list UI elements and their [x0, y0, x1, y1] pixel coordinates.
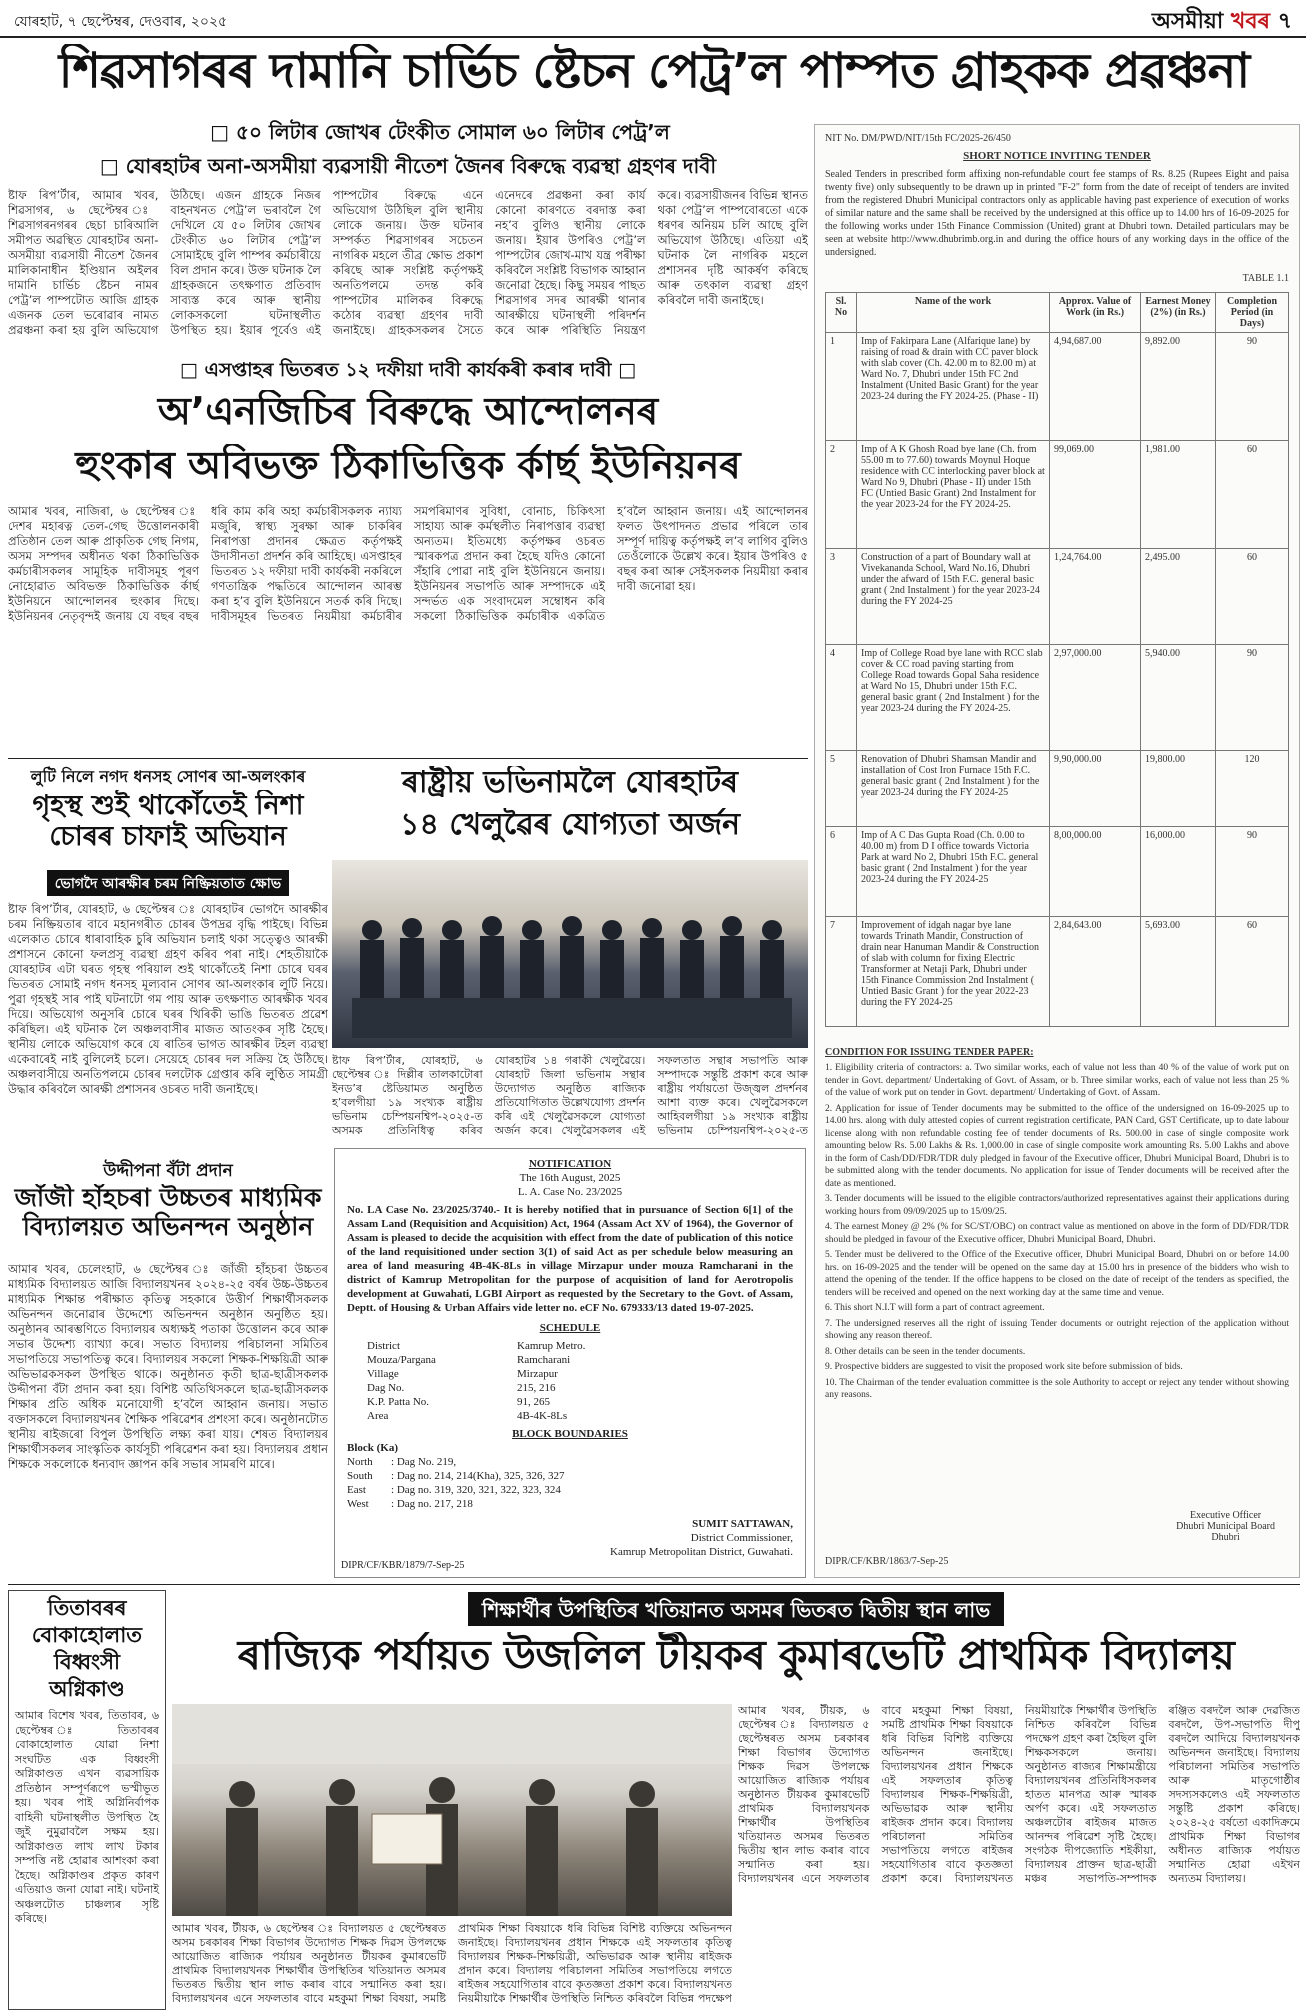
table-row	[826, 441, 1289, 549]
schedule-row	[367, 1381, 793, 1395]
condition-item: 4. The earnest Money @ 2% (% for SC/ST/OBC) on contract value as mentioned on above in the form of DD/FDR/TDR should be pledged in favour of the Executive officer, Dhubri Municipal Board, Dhubri.	[825, 1222, 1289, 1245]
block-label: Block (Ka)	[347, 1442, 399, 1454]
notice-dipr: DIPR/CF/KBR/1879/7-Sep-25	[341, 1560, 465, 1571]
tender-ref: NIT No. DM/PWD/NIT/15th FC/2025-26/450	[825, 133, 1011, 144]
cell-value: 2,84,643.00	[1050, 917, 1141, 1027]
story3-body: ষ্টাফ ৰিপ’ৰ্টাৰ, যোৰহাট, ৬ ছেপ্টেম্বৰ ঃ যোৰহাটৰ ভোগদৈ আৰক্ষীৰ চৰম নিষ্ক্ৰিয়তাৰ বাবে মহানগৰীত চোৰৰ উপদ্ৰৱ বৃদ্ধি পাইছে। বিভিন্ন এলেকাত চোৰে ধাৰাবাহিক চুৰি অভিযান চলাই থকা সত্ত্বেও আৰক্ষী প্ৰশাসনে কোনো ফলপ্ৰসূ ব্যৱস্থা গ্ৰহণ কৰিব পৰা নাই। শেহতীয়াকৈ যোৰহাটৰ এটা ঘৰত গৃহস্থ পৰিয়াল শুই থাকোঁতেই নিশা চোৰে ঘৰৰ ভিতৰত সোমাই নগদ ধনসহ মূল্যবান সোণৰ আ-অলংকাৰ লুটি নিয়ে। পুৱা গৃহস্থই সাৰ পাই ঘটনাটো গম পায় আৰু তৎক্ষণাত আৰক্ষীক খবৰ দিয়ে। অভিযোগ অনুসৰি চোৰে ঘৰৰ খিৰিকী ভাঙি ভিতৰত প্ৰৱেশ কৰিছিল। এই ঘটনাক লৈ অঞ্চলবাসীৰ মাজত আতংকৰ সৃষ্টি হৈছে। স্থানীয় লোকে অভিযোগ কৰে যে ৰাতিৰ ভাগত আৰক্ষীৰ টহল ব্যৱস্থা একেবাৰেই নাই বুলিলেই চলে। সেয়েহে চোৰৰ দল সক্ৰিয় হৈ উঠিছে। অঞ্চলবাসীয়ে অনতিপলমে চোৰৰ দলটোক গ্ৰেপ্তাৰ কৰি লুণ্ঠিত সামগ্ৰী উদ্ধাৰ কৰিবলৈ আৰক্ষী প্ৰশাসনৰ ওচৰত দাবী জনাইছে।	[8, 902, 328, 1096]
col-em: Earnest Money (2%) (in Rs.)	[1141, 293, 1216, 333]
story2-headline-line2: হুংকাৰ অবিভক্ত ঠিকাভিত্তিক ৰ্কাৰ্ছ ইউনিয়নৰ	[75, 444, 741, 487]
schedule-key: K.P. Patta No.	[367, 1396, 430, 1408]
tender-intro: Sealed Tenders in prescribed form affixing non-refundable court fee stamps of Rs. 8.25 (Rupees Eight and paisa twenty five) only subsequently to be drawn up in printed "F-2" form from the date of receipt of tenders are invited from the registered Dhubri Municipal contractors only as applicable having past experience of execution of works of similar nature and the same shall be received by the undersigned at this office up to 14.00 hrs of 16-09-2025 for the following works under 15th Finance Commission (United) grant at Dhubri town. Detailed particulars may be seen at website http://www.dhubrimb.org.in and during the office hours of any working days in the office of the undersigned.	[825, 169, 1289, 258]
story6-box	[8, 1590, 166, 2010]
story3-headline: গৃহস্থ শুই থাকোঁতেই নিশা চোৰৰ চাফাই অভিযান	[32, 790, 304, 853]
boundary-key: West	[347, 1498, 369, 1510]
cell-em: 5,693.00	[1141, 917, 1216, 1027]
boundary-row: North : Dag No. 219,	[347, 1456, 457, 1468]
story3-tag	[8, 870, 328, 896]
schedule-key: Village	[367, 1368, 399, 1380]
brand-logo	[1152, 4, 1292, 38]
page-masthead	[0, 0, 1306, 38]
brand-name-a: অসমীয়া	[1151, 9, 1224, 34]
story7-body-text-b: আমাৰ খবৰ, টীয়ক, ৬ ছেপ্টেম্বৰ ঃ বিদ্যালয়ত ৫ ছেপ্টেম্বৰত অসম চৰকাৰৰ শিক্ষা বিভাগৰ উদ্যোগত শিক্ষক দিৱস উপলক্ষে আয়োজিত ৰাজ্যিক পৰ্যায়ৰ অনুষ্ঠানত টীয়কৰ কুমাৰভেটি প্ৰাথমিক বিদ্যালয়খনক শিক্ষাৰ্থীৰ উপস্থিতিৰ খতিয়ানত অসমৰ ভিতৰত দ্বিতীয় স্থান লাভ কৰাৰ বাবে সন্মানিত কৰা হয়। বিদ্যালয়খনৰ এনে সফলতাৰ বাবে মহকুমা শিক্ষা বিষয়া, সমষ্টি প্ৰাথমিক শিক্ষা বিষয়াকে ধৰি বিভিন্ন বিশিষ্ট ব্যক্তিয়ে অভিনন্দন জনাইছে। বিদ্যালয়খনৰ প্ৰধান শিক্ষকে এই সফলতাৰ কৃতিত্ব বিদ্যালয়ৰ শিক্ষক-শিক্ষয়িত্ৰী, অভিভাৱক আৰু স্থানীয় ৰাইজক প্ৰদান কৰে। বিদ্যালয় পৰিচালনা সমিতিৰ সভাপতিয়ে লগতে ৰাইজৰ সহযোগিতাৰ বাবে কৃতজ্ঞতা প্ৰকাশ কৰে। বিদ্যালয়খনত নিয়মীয়াকৈ শিক্ষাৰ্থীৰ উপস্থিতি নিশ্চিত কৰিবলৈ বিভিন্ন পদক্ষেপ গ্ৰহণ কৰা হৈছিল বুলি শিক্ষকসকলে জনায়। অনুষ্ঠানত ৰাজ্যৰ শিক্ষামন্ত্ৰীয়ে বিদ্যালয়খনৰ প্ৰতিনিধিসকলৰ হাতত মানপত্ৰ আৰু স্মাৰক অৰ্পণ কৰে। এই সফলতাত অঞ্চলটোৰ ৰাইজৰ মাজত আনন্দৰ পৰিৱেশ সৃষ্টি হৈছে। সংগঠক দীপজ্যোতি শইকীয়া, বিদ্যালয়ৰ প্ৰাক্তন ছাত্ৰ-ছাত্ৰী মঞ্চৰ সভাপতি-সম্পাদক ৰঞ্জিত বৰদলৈ আৰু দেৱজিত বৰদলৈ, উপ-সভাপতি দীপু বৰদলৈ আদিয়ে বিদ্যালয়খনক অভিনন্দন জনাইছে। বিদ্যালয় পৰিচালনা সমিতিৰ সভাপতি আৰু মাতৃগোষ্ঠীৰ সদস্যসকলেও এই সফলতাত সন্তুষ্টি প্ৰকাশ কৰিছে। ২০২৪-২৫ বৰ্ষতো একাদিক্ৰমে প্ৰাথমিক শিক্ষা বিভাগৰ অধীনত ৰাজ্যিক পৰ্যায়ত সন্মানিত হোৱা এইখন অন্যতম বিদ্যালয়।	[738, 1704, 1300, 1885]
cell-value: 2,97,000.00	[1050, 645, 1141, 751]
signatory-name: SUMIT SATTAWAN,	[692, 1518, 793, 1530]
condition-item: 8. Other details can be seen in the tender documents.	[825, 1346, 1026, 1357]
cell-name: Renovation of Dhubri Shamsan Mandir and installation of Cost Iron Furnace 15th F.C. general basic grant ( 2nd Instalment ) for the year 2023-24 during the FY 2024-25	[857, 751, 1050, 827]
cell-em: 19,800.00	[1141, 751, 1216, 827]
cell-value: 1,24,764.00	[1050, 549, 1141, 645]
schedule-value: Kamrup Metro.	[517, 1340, 586, 1352]
tender-table	[825, 292, 1289, 1027]
schedule-key: Dag No.	[367, 1382, 405, 1394]
cell-sl: 6	[826, 827, 857, 917]
cell-em: 16,000.00	[1141, 827, 1216, 917]
condition-item: 7. The undersigned reserves all the right of issuing Tender documents or outright rejection of the application without showing any reason thereof.	[825, 1318, 1289, 1341]
schedule-value: 215, 216	[517, 1382, 556, 1394]
boundary-value: Dag no. 217, 218	[396, 1498, 473, 1510]
cell-days: 60	[1216, 917, 1289, 1027]
tender-header-row	[826, 293, 1289, 333]
story4-headline: জাঁজী হাঁহচৰা উচ্চতৰ মাধ্যমিক বিদ্যালয়ত অভিনন্দন অনুষ্ঠান	[14, 1184, 322, 1241]
table-row	[826, 751, 1289, 827]
boundary-row: South : Dag no. 214, 214(Kha), 325, 326, 327	[347, 1470, 565, 1482]
cell-name: Imp of A C Das Gupta Road (Ch. 0.00 to 40.00 m) from D I office towards Victoria Park at ward No 2, Dhubri 15th F.C. general basic grant ( 2nd Instalment ) for the year 2023-24 during the FY 2024-25	[857, 827, 1050, 917]
story6-body: আমাৰ বিশেষ খবৰ, তিতাবৰ, ৬ ছেপ্টেম্বৰ ঃ তিতাবৰৰ বোকাহোলাত যোৱা নিশা সংঘটিত এক বিধ্বংসী অগ্নিকাণ্ডত এখন ব্যৱসায়িক প্ৰতিষ্ঠান সম্পূৰ্ণৰূপে ভস্মীভূত হয়। খবৰ পাই অগ্নিনিৰ্বাপক বাহিনী ঘটনাস্থলীত উপস্থিত হৈ জুই নুমুৱাবলৈ সক্ষম হয়। অগ্নিকাণ্ডত লাখ লাখ টকাৰ সম্পত্তি নষ্ট হোৱাৰ আশংকা কৰা হৈছে। অগ্নিকাণ্ডৰ প্ৰকৃত কাৰণ এতিয়াও জনা যোৱা নাই। ঘটনাই অঞ্চলটোত চাঞ্চল্যৰ সৃষ্টি কৰিছে।	[15, 1709, 159, 1925]
cell-days: 90	[1216, 333, 1289, 441]
boundary-key: South	[347, 1470, 373, 1482]
tender-signatory-3: Dhubri	[1211, 1532, 1240, 1543]
cell-value: 8,00,000.00	[1050, 827, 1141, 917]
condition-item: 10. The Chairman of the tender evaluation committee is the sole Authority to accept or reject any tender without showing any reasons.	[825, 1377, 1289, 1400]
story7-kicker-bar	[172, 1592, 1300, 1626]
schedule-table	[367, 1339, 793, 1423]
schedule-row	[367, 1353, 793, 1367]
tender-signature	[1176, 1510, 1275, 1543]
schedule-row	[367, 1409, 793, 1423]
cell-name: Construction of a part of Boundary wall at Vivekananda School, Ward No.16, Dhubri under the afward of 15th F.C. general basic grant ( 2nd Instalment ) for the year 2023-24 during the FY 2024-25	[857, 549, 1050, 645]
cell-days: 60	[1216, 549, 1289, 645]
cell-em: 9,892.00	[1141, 333, 1216, 441]
schedule-row	[367, 1367, 793, 1381]
schedule-key: District	[367, 1340, 400, 1352]
story3-kicker: লুটি নিলে নগদ ধনসহ সোণৰ আ-অলংকাৰ	[30, 767, 306, 786]
story5-headline-line2: ১৪ খেলুৱৈৰ যোগ্যতা অৰ্জন	[400, 808, 740, 842]
story4-body: আমাৰ খবৰ, চেলেংহাট, ৬ ছেপ্টেম্বৰ ঃ জাঁজী হাঁহচৰা উচ্চতৰ মাধ্যমিক বিদ্যালয়ত আজি বিদ্যালয়খনৰ ২০২৪-২৫ বৰ্ষৰ উচ্চ-উচ্চতৰ মাধ্যমিক শিক্ষান্ত পৰীক্ষাত কৃতিত্ব সহকাৰে উত্তীৰ্ণ শিক্ষাৰ্থীসকলক অভিনন্দন জনোৱাৰ উদ্দেশ্যে অভিনন্দন অনুষ্ঠান অনুষ্ঠিত হয়। অনুষ্ঠানৰ আৰম্ভণিতে বিদ্যালয়ৰ অধ্যক্ষই পতাকা উত্তোলন কৰে আৰু সভাৰ উদ্দেশ্য ব্যাখ্যা কৰে। সভাত বিদ্যালয় পৰিচালনা সমিতিৰ সভাপতিয়ে সভাপতিত্ব কৰে। বিদ্যালয়ৰ সকলো শিক্ষক-শিক্ষয়িত্ৰী আৰু অভিভাৱকসকল উপস্থিত থাকে। অনুষ্ঠানত কৃতী ছাত্ৰ-ছাত্ৰীসকলক উদ্দীপনা বঁটা প্ৰদান কৰা হয়। বিশিষ্ট অতিথিসকলে ছাত্ৰ-ছাত্ৰীসকলক শিক্ষাৰ প্ৰতি অধিক মনোযোগী হ’বলৈ আহ্বান জনায়। সভাত বক্তাসকলে বিদ্যালয়খনৰ শৈক্ষিক পৰিৱেশৰ প্ৰশংসা কৰে। অনুষ্ঠানটোত স্থানীয় ৰাইজৰো বিপুল উপস্থিতি লক্ষ্য কৰা যায়। শেষত বিদ্যালয়ৰ শিক্ষাৰ্থীসকলৰ সাংস্কৃতিক কাৰ্যসূচী পৰিৱেশন কৰা হয়। বিদ্যালয়ৰ প্ৰধান শিক্ষকে সকলোকে ধন্যবাদ জ্ঞাপন কৰি সভাৰ সামৰণি মাৰে।	[8, 1262, 328, 1471]
checkbox-bullet-icon: □	[618, 359, 637, 381]
story2-headline-line1: অ’এনজিচিৰ বিৰুদ্ধে আন্দোলনৰ	[157, 390, 659, 433]
cell-sl: 5	[826, 751, 857, 827]
story1-body: ষ্টাফ ৰিপ’ৰ্টাৰ, আমাৰ খবৰ, শিৱসাগৰ, ৬ ছেপ্টেম্বৰ ঃ শিৱসাগৰনগৰৰ ছেচা চাৰিআলি সমীপত অৱস্থিত যোৰহাটৰ অনা-অসমীয়া ব্যৱসায়ী নীতেশ জৈনৰ মালিকানাধীন ইণ্ডিয়ান অইলৰ দামানি চাৰ্ভিচ ষ্টেচন নামৰ পেট্ৰ’ল পাম্পটোত আজি গ্ৰাহক এজনক তেল ভৰোৱাৰ নামত প্ৰৱঞ্চনা কৰা হয় বুলি অভিযোগ উঠিছে। এজন গ্ৰাহকে নিজৰ বাহনখনত পেট্ৰ’ল ভৰাবলৈ গৈ দেখিলে যে ৫০ লিটাৰ জোখৰ টেংকীত ৬০ লিটাৰ পেট্ৰ’ল সোমাইছে বুলি পাম্পৰ কৰ্মচাৰীয়ে বিল প্ৰদান কৰে। উক্ত ঘটনাক লৈ গ্ৰাহকজনে তৎক্ষণাত প্ৰতিবাদ সাব্যস্ত কৰে আৰু স্থানীয় লোকসকলো ঘটনাস্থলীত উপস্থিত হয়। ইয়াৰ পূৰ্বেও এই পাম্পটোৰ বিৰুদ্ধে এনে অভিযোগ উঠিছিল বুলি স্থানীয় লোকে জনায়। উক্ত ঘটনাৰ সম্পৰ্কত শিৱসাগৰৰ সচেতন নাগৰিক মহলে তীব্ৰ ক্ষোভ প্ৰকাশ কৰিছে আৰু সংশ্লিষ্ট কৰ্তৃপক্ষই অনতিপলমে তদন্ত কৰি পাম্পটোৰ মালিকৰ বিৰুদ্ধে কঠোৰ ব্যৱস্থা গ্ৰহণৰ দাবী জনাইছে। গ্ৰাহকসকলৰ সৈতে এনেদৰে প্ৰৱঞ্চনা কৰা কাৰ্য কোনো কাৰণতে বৰদাস্ত কৰা নহ’ব বুলিও স্থানীয় লোকে জনায়। ইয়াৰ উপৰিও পেট্ৰ’ল পাম্পটোৰ জোখ-মাখ যন্ত্ৰ পৰীক্ষা কৰিবলৈ সংশ্লিষ্ট বিভাগক আহ্বান জনোৱা হৈছে। কিছু সময়ৰ পাছত শিৱসাগৰ সদৰ আৰক্ষী থানাৰ আৰক্ষীয়ে ঘটনাস্থলী পৰিদৰ্শন কৰে আৰু পৰিস্থিতি নিয়ন্ত্ৰণ কৰে। ব্যৱসায়ীজনৰ বিভিন্ন স্থানত থকা পেট্ৰ’ল পাম্পবোৰতো একে ধৰণৰ অনিয়ম চলি আছে বুলি অভিযোগ উঠিছে। এতিয়া এই ঘটনাক লৈ নাগৰিক মহলে প্ৰশাসনৰ দৃষ্টি আকৰ্ষণ কৰিছে আৰু তৎকাল ব্যৱস্থা গ্ৰহণ কৰিবলৈ দাবী জনাইছে।	[8, 188, 808, 337]
boundary-row: West : Dag no. 217, 218	[347, 1498, 473, 1510]
table-row	[826, 549, 1289, 645]
condition-item: 1. Eligibility criteria of contractors: a. Two similar works, each of value not less than 40 % of the value of work put on tender in Govt. department/ Undertaking of Govt. of Assam, or b. Three similar works, each of value not less than 25 % of the value of work put on tender in Govt. department/ Undertaking of Govt. of Assam.	[825, 1063, 1289, 1098]
notice-signature	[347, 1517, 793, 1559]
issue-date: যোৰহাট, ৭ ছেপ্টেম্বৰ, দেওবাৰ, ২০২৫	[14, 14, 228, 30]
table-row	[826, 827, 1289, 917]
tender-title: SHORT NOTICE INVITING TENDER	[963, 150, 1151, 162]
story1-sub2-text: যোৰহাটৰ অনা-অসমীয়া ব্যৱসায়ী নীতেশ জৈনৰ বিৰুদ্ধে ব্যৱস্থা গ্ৰহণৰ দাবী	[125, 154, 717, 178]
cell-days: 60	[1216, 441, 1289, 549]
cell-name: Imp of College Road bye lane with RCC slab cover & CC road paving starting from College Road towards Gopal Saha residence at Ward No 15, Dhubri under 15th F.C. general basic grant ( 2nd Instalment ) for the year 2023-24 during the FY 2024-25.	[857, 645, 1050, 751]
cell-sl: 4	[826, 645, 857, 751]
schedule-value: 91, 265	[517, 1396, 550, 1408]
schedule-value: Mirzapur	[517, 1368, 558, 1380]
tender-signatory-2: Dhubri Municipal Board	[1176, 1521, 1275, 1532]
story1-sub2	[8, 152, 808, 182]
boundary-key: North	[347, 1456, 373, 1468]
land-acquisition-notice	[334, 1148, 806, 1578]
schedule-value: 4B-4K-8Ls	[517, 1410, 568, 1422]
boundary-value: Dag No. 219,	[396, 1456, 457, 1468]
condition-item: 6. This short N.I.T will form a part of contract agreement.	[825, 1303, 1045, 1313]
team-photo-figures	[332, 860, 808, 1048]
condition-item: 9. Prospective bidders are suggested to visit the proposed work site before submission of bids.	[825, 1362, 1183, 1372]
boundary-row: East : Dag no. 319, 320, 321, 322, 323, 324	[347, 1484, 561, 1496]
signatory-org: Kamrup Metropolitan District, Guwahati.	[610, 1546, 793, 1558]
schedule-row	[367, 1339, 793, 1353]
tender-signatory-1: Executive Officer	[1189, 1510, 1262, 1521]
cell-value: 9,90,000.00	[1050, 751, 1141, 827]
story2-kicker-text: এসপ্তাহৰ ভিতৰত ১২ দফীয়া দাবী কাৰ্যকৰী কৰাৰ দাবী	[204, 359, 612, 381]
checkbox-bullet-icon: □	[179, 359, 198, 381]
notice-title: NOTIFICATION	[528, 1158, 612, 1170]
conditions-list	[825, 1062, 1289, 1402]
table-row	[826, 333, 1289, 441]
story7-body-right	[738, 1704, 1300, 2010]
story1-sub1	[110, 118, 770, 148]
cell-name: Imp of A K Ghosh Road bye lane (Ch. from 55.00 m to 77.60) towards Moynul Hoque residence with CC interlocking paver block at Ward No 9, Dhubri (Phase - II) under 15th FC (Untied Basic Grant) 2nd Instalment for the year 2023-24 for the FY 2024-25.	[857, 441, 1050, 549]
schedule-value: Ramcharani	[517, 1354, 571, 1366]
cell-days: 120	[1216, 751, 1289, 827]
story5-body: ষ্টাফ ৰিপ’ৰ্টাৰ, যোৰহাট, ৬ ছেপ্টেম্বৰ ঃ দিল্লীৰ তালকাটোৰা ইনড’ৰ ষ্টেডিয়ামত অনুষ্ঠিত হ’বলগীয়া ১৯ সংখ্যক ৰাষ্ট্ৰীয় ভভিনাম চেম্পিয়নশ্বিপ-২০২৫-ত অসমক প্ৰতিনিধিত্ব কৰিব যোৰহাটৰ ১৪ গৰাকী খেলুৱৈয়ে। যোৰহাট জিলা ভভিনাম সন্থাৰ উদ্যোগত অনুষ্ঠিত ৰাজ্যিক প্ৰতিযোগিতাত উল্লেখযোগ্য প্ৰদৰ্শন কৰি এই খেলুৱৈসকলে যোগ্যতা অৰ্জন কৰে। খেলুৱৈসকলৰ এই সফলতাত সন্থাৰ সভাপতি আৰু সম্পাদকে সন্তুষ্টি প্ৰকাশ কৰে আৰু ৰাষ্ট্ৰীয় পৰ্যায়তো উজ্জ্বল প্ৰদৰ্শনৰ আশা ব্যক্ত কৰে। খেলুৱৈসকলে আহিবলগীয়া ১৯ সংখ্যক ৰাষ্ট্ৰীয় ভভিনাম চেম্পিয়নশ্বিপ-২০২৫-ত	[332, 1054, 808, 1137]
col-value: Approx. Value of Work (in Rs.)	[1050, 293, 1141, 333]
boundary-value: Dag no. 214, 214(Kha), 325, 326, 327	[396, 1470, 565, 1482]
notice-body: No. LA Case No. 23/2025/3740.- It is hereby notified that in pursuance of Section 6[1] of the Assam Land (Requisition and Acquisition) Act, 1964 (Assam Act XV of 1964), the Governor of Assam is pleased to decide the acquisition with effect from the date of publication of this notice of the land requisitioned under section 3(1) of said Act as per schedule below measuring an area of land measuring 4B-4K-8Ls in village Mirzapur under mouza Ramcharani in the district of Kamrup Metropolitan for the purpose of acquisition of land for Aerotropolis development at Guwahati, LGBI Airport as requested by the Secretary to the Govt. of Assam, Deptt. of Housing & Urban Affairs vide letter no. eCF No. 679333/13 dated 19-07-2025.	[347, 1204, 793, 1314]
story7-body-left	[172, 1922, 732, 2010]
table-row	[826, 645, 1289, 751]
cell-em: 2,495.00	[1141, 549, 1216, 645]
story6-headline: তিতাবৰৰ বোকাহোলাত বিধ্বংসী অগ্নিকাণ্ড	[31, 1596, 143, 1701]
divider	[8, 758, 808, 760]
col-days: Completion Period (in Days)	[1216, 293, 1289, 333]
divider	[8, 1584, 1300, 1586]
condition-item: 2. Application for issue of Tender documents may be submitted to the office of the undersigned on 16-09-2025 up to 14.00 hrs. along with duly attested copies of current registration certificate, PAN Card, GST Certificate, up to date labour license along with non refundable costing fee of tender documents of Rs. 500.00 in case of single composite work amounting below Rs. 5.00 Lakhs & Rs. 1,000.00 in case of single composite work amounting Rs. 5.00 Lakhs and above in the form of Cash/DD/FDR/TDR duly pledged in favour of the Executive officer, Dhubri Municipal Board, Dhubri is to be submitted along with the tender documents. No application for issue of Tender documents will be received after the date as mentioned.	[825, 1103, 1289, 1189]
col-name: Name of the work	[857, 293, 1050, 333]
condition-item: 3. Tender documents will be issued to the eligible contractors/authorized representatives against their applications during working hours from 09/09/2025 up to 15/09/25.	[825, 1194, 1289, 1217]
team-photo	[332, 860, 808, 1048]
story2-body: আমাৰ খবৰ, নাজিৰা, ৬ ছেপ্টেম্বৰ ঃ দেশৰ মহাৰত্ন তেল-গেছ উত্তোলনকাৰী প্ৰতিষ্ঠান তেল আৰু প্ৰাকৃতিক গেছ নিগম, অসম সম্পদৰ অধীনত থকা ঠিকাভিত্তিক কৰ্মচাৰীসকলৰ সামূহিক দাবীসমূহ পূৰণ নোহোৱাত অবিভক্ত ঠিকাভিত্তিক ৰ্কাৰ্ছ ইউনিয়নে আন্দোলনৰ হুংকাৰ দিছে। ইউনিয়নৰ নেতৃবৃন্দই জনায় যে বছৰ বছৰ ধৰি কাম কৰি অহা কৰ্মচাৰীসকলক ন্যায্য মজুৰি, স্বাস্থ্য সুৰক্ষা আৰু চাকৰিৰ নিৰাপত্তা প্ৰদানৰ ক্ষেত্ৰত কৰ্তৃপক্ষই উদাসীনতা প্ৰদৰ্শন কৰি আহিছে। এসপ্তাহৰ ভিতৰত ১২ দফীয়া দাবী কাৰ্যকৰী নকৰিলে গণতান্ত্ৰিক পদ্ধতিৰে আন্দোলন আৰম্ভ কৰা হ’ব বুলি ইউনিয়নে সতৰ্ক কৰি দিছে। দাবীসমূহৰ ভিতৰত নিয়মীয়া কৰ্মচাৰীৰ সমপৰিমাণৰ সুবিধা, বোনাচ, চিকিৎসা সাহায্য আৰু কৰ্মস্থলীত নিৰাপত্তাৰ ব্যৱস্থা অন্যতম। ইতিমধ্যে কৰ্তৃপক্ষৰ ওচৰত স্মাৰকপত্ৰ প্ৰদান কৰা হৈছে যদিও কোনো সঁহাৰি পোৱা নাই বুলি ইউনিয়নে জনায়। ইউনিয়নৰ সভাপতি আৰু সম্পাদকে এই সন্দৰ্ভত এক সংবাদমেল সম্বোধন কৰি সকলো ঠিকাভিত্তিক কৰ্মচাৰীক একত্ৰিত হ’বলৈ আহ্বান জনায়। এই আন্দোলনৰ ফলত উৎপাদনত প্ৰভাৱ পৰিলে তাৰ সম্পূৰ্ণ দায়িত্ব কৰ্তৃপক্ষই ল’ব লাগিব বুলিও তেওঁলোকে উল্লেখ কৰে। ইয়াৰ উপৰিও ৫ বছৰ কৰা আৰু সেইসকলক নিয়মীয়া কৰাৰ দাবী জনোৱা হয়।	[8, 504, 808, 623]
cell-sl: 3	[826, 549, 857, 645]
cell-name: Improvement of idgah nagar bye lane towards Trinath Mandir, Construction of drain near Hanuman Mandir & Construction of slab with column for fixing Electric Transformer at Netaji Park, Dhubri under 15th Finance Commission 2nd Instalment ( Untied Basic Grant ) for the year 2022-23 during the FY 2024-25	[857, 917, 1050, 1027]
schedule-row	[367, 1395, 793, 1409]
cell-name: Imp of Fakirpara Lane (Alfarique lane) by raising of road & drain with CC paver block with slab cover (Ch. 42.00 m to 82.00 m) at Ward No. 7, Dhubri under 15th FC 2nd Instalment (United Basic Grant) for the year 2023-24 during the FY 2024-25. (Phase - II)	[857, 333, 1050, 441]
cell-days: 90	[1216, 827, 1289, 917]
cell-em: 5,940.00	[1141, 645, 1216, 751]
schedule-key: Area	[367, 1410, 389, 1422]
award-photo-figures	[172, 1704, 732, 1916]
schedule-title: SCHEDULE	[539, 1322, 601, 1334]
checkbox-bullet-icon: □	[99, 154, 119, 178]
tender-table-label: TABLE 1.1	[1242, 273, 1289, 284]
story4-kicker: উদ্দীপনা বঁটা প্ৰদান	[103, 1161, 233, 1181]
cell-sl: 1	[826, 333, 857, 441]
tender-dipr: DIPR/CF/KBR/1863/7-Sep-25	[825, 1556, 949, 1567]
boundary-value: Dag no. 319, 320, 321, 322, 323, 324	[396, 1484, 561, 1496]
story7-kicker: শিক্ষাৰ্থীৰ উপস্থিতিৰ খতিয়ানত অসমৰ ভিতৰত দ্বিতীয় স্থান লাভ	[468, 1592, 1004, 1626]
award-photo	[172, 1704, 732, 1916]
story1-sub1-text: ৫০ লিটাৰ জোখৰ টেংকীত সোমাল ৬০ লিটাৰ পেট্ৰ’ল	[236, 120, 670, 144]
conditions-title: CONDITION FOR ISSUING TENDER PAPER:	[825, 1047, 1034, 1058]
story1-headline: শিৱসাগৰৰ দামানি চাৰ্ভিচ ষ্টেচন পেট্ৰ’ল পাম্পত গ্ৰাহকক প্ৰৱঞ্চনা	[58, 44, 1250, 99]
tender-notice	[814, 124, 1300, 1578]
checkbox-bullet-icon: □	[210, 120, 230, 144]
cell-sl: 2	[826, 441, 857, 549]
cell-value: 99,069.00	[1050, 441, 1141, 549]
story7-headline: ৰাজ্যিক পৰ্যায়ত উজলিল টীয়কৰ কুমাৰভেটি প্ৰাথমিক বিদ্যালয়	[237, 1632, 1235, 1679]
condition-item: 5. Tender must be delivered to the Office of the Executive officer, Dhubri Municipal Board, Dhubri on or before 14.00 hrs. on 16-09-2025 and the tender will be opened on the same day at 15.00 hrs in presence of the bidders who wish to attend the opening of the tender. If the office happens to be closed on the date of receipt of the tenders as specified, the tenders will be received and opened on the next working day at the same time and venue.	[825, 1250, 1289, 1298]
col-sl: Sl. No	[826, 293, 857, 333]
cell-em: 1,981.00	[1141, 441, 1216, 549]
signatory-role: District Commissioner,	[690, 1532, 793, 1544]
boundaries-title: BLOCK BOUNDARIES	[512, 1428, 628, 1440]
boundary-key: East	[347, 1484, 366, 1496]
story7-body-text-a: আমাৰ খবৰ, টীয়ক, ৬ ছেপ্টেম্বৰ ঃ বিদ্যালয়ত ৫ ছেপ্টেম্বৰত অসম চৰকাৰৰ শিক্ষা বিভাগৰ উদ্যোগত শিক্ষক দিৱস উপলক্ষে আয়োজিত ৰাজ্যিক পৰ্যায়ৰ অনুষ্ঠানত টীয়কৰ কুমাৰভেটি প্ৰাথমিক বিদ্যালয়খনক শিক্ষাৰ্থীৰ উপস্থিতিৰ খতিয়ানত অসমৰ ভিতৰত দ্বিতীয় স্থান লাভ কৰাৰ বাবে সন্মানিত কৰা হয়। বিদ্যালয়খনৰ এনে সফলতাৰ বাবে মহকুমা শিক্ষা বিষয়া, সমষ্টি প্ৰাথমিক শিক্ষা বিষয়াকে ধৰি বিভিন্ন বিশিষ্ট ব্যক্তিয়ে অভিনন্দন জনাইছে। বিদ্যালয়খনৰ প্ৰধান শিক্ষকে এই সফলতাৰ কৃতিত্ব বিদ্যালয়ৰ শিক্ষক-শিক্ষয়িত্ৰী, অভিভাৱক আৰু স্থানীয় ৰাইজক প্ৰদান কৰে। বিদ্যালয় পৰিচালনা সমিতিৰ সভাপতিয়ে লগতে ৰাইজৰ সহযোগিতাৰ বাবে কৃতজ্ঞতা প্ৰকাশ কৰে। বিদ্যালয়খনত নিয়মীয়াকৈ শিক্ষাৰ্থীৰ উপস্থিতি নিশ্চিত কৰিবলৈ বিভিন্ন পদক্ষেপ	[172, 1922, 732, 2005]
table-row	[826, 917, 1289, 1027]
page-number: ৭	[1277, 9, 1292, 34]
story5-headline-line1: ৰাষ্ট্ৰীয় ভভিনামলৈ যোৰহাটৰ	[401, 766, 739, 800]
notice-date: The 16th August, 2025	[519, 1172, 621, 1184]
notice-case: L. A. Case No. 23/2025	[517, 1186, 623, 1198]
brand-name-b: খবৰ	[1230, 9, 1271, 34]
cell-days: 90	[1216, 645, 1289, 751]
cell-value: 4,94,687.00	[1050, 333, 1141, 441]
schedule-key: Mouza/Pargana	[367, 1354, 436, 1366]
story3-tag-text: ভোগদৈ আৰক্ষীৰ চৰম নিষ্ক্ৰিয়তাত ক্ষোভ	[47, 870, 289, 896]
cell-sl: 7	[826, 917, 857, 1027]
story2-kicker	[8, 356, 808, 386]
